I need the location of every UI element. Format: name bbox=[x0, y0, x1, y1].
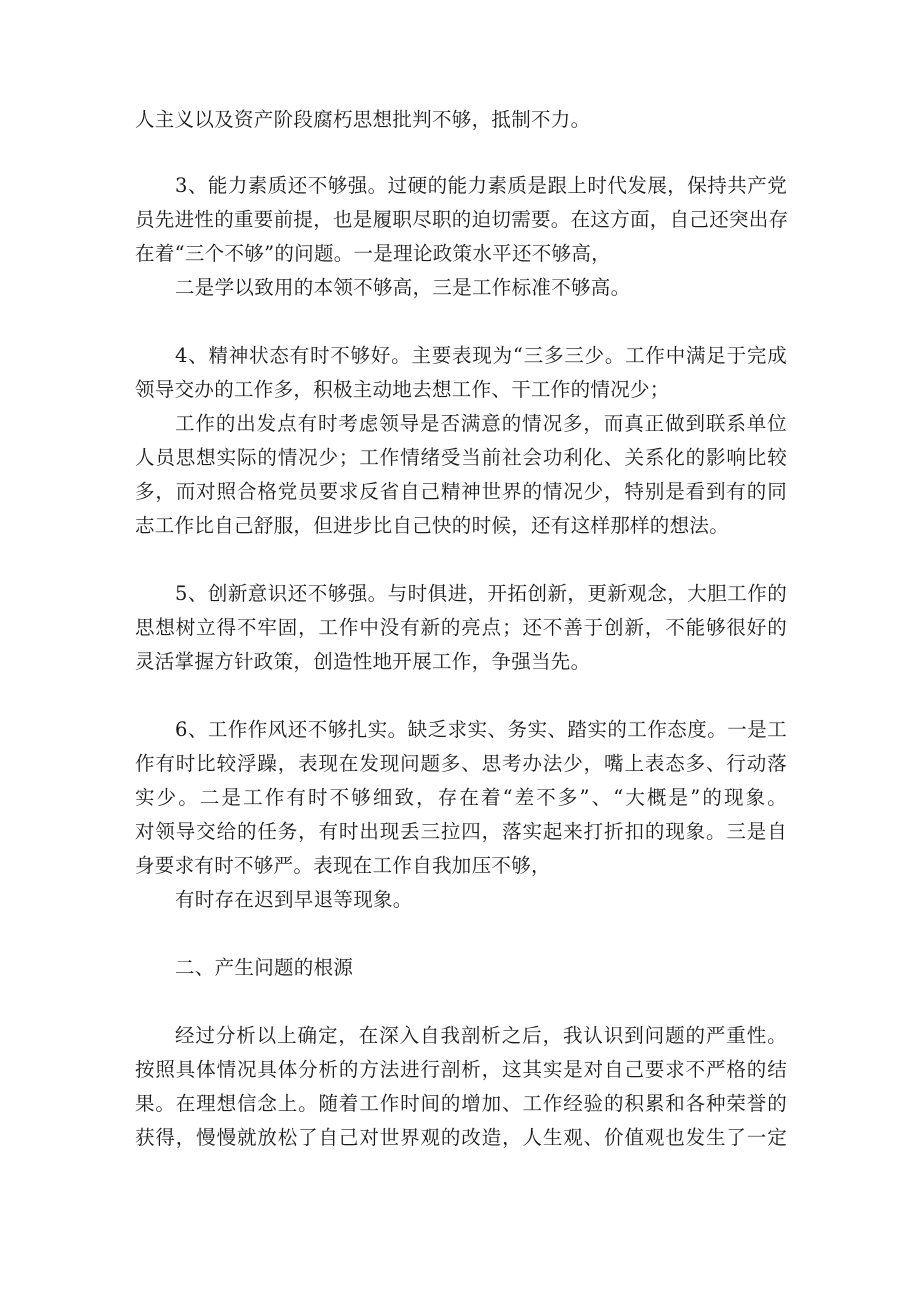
text-line: 实少。二是工作有时不够细致，存在着“差不多”、“大概是”的现象。 bbox=[135, 786, 787, 809]
text-line: 二是学以致用的本领不够高，三是工作标准不够高。 bbox=[175, 276, 631, 299]
text-line: 按照具体情况具体分析的方法进行剖析，这其实是对自己要求不严格的结 bbox=[135, 1058, 787, 1081]
text-line: 志工作比自己舒服，但进步比自己快的时候，还有这样那样的想法。 bbox=[135, 514, 730, 537]
paragraph-4-heading-line: 4、精神状态有时不够好。主要表现为“三多三少。工作中满足于完成 bbox=[175, 344, 787, 367]
text-line: 经过分析以上确定，在深入自我剖析之后，我认识到问题的严重性。 bbox=[175, 1024, 787, 1047]
paragraph-6-heading-line: 6、工作作风还不够扎实。缺乏求实、务实、踏实的工作态度。一是工 bbox=[175, 718, 787, 741]
paragraph-3-heading-line: 3、能力素质还不够强。过硬的能力素质是跟上时代发展，保持共产党 bbox=[175, 174, 787, 197]
text-line: 思想树立得不牢固，工作中没有新的亮点；还不善于创新，不能够很好的 bbox=[135, 616, 787, 639]
text-line: 员先进性的重要前提，也是履职尽职的迫切需要。在这方面，自己还突出存 bbox=[135, 208, 789, 231]
text-line: 对领导交给的任务，有时出现丢三拉四，落实起来打折扣的现象。三是自 bbox=[135, 820, 787, 843]
text-line: 获得，慢慢就放松了自己对世界观的改造，人生观、价值观也发生了一定 bbox=[135, 1126, 787, 1149]
text-line: 有时存在迟到早退等现象。 bbox=[175, 888, 413, 911]
text-line: 多，而对照合格党员要求反省自己精神世界的情况少，特别是看到有的同 bbox=[135, 480, 787, 503]
text-line: 身要求有时不够严。表现在工作自我加压不够， bbox=[135, 854, 551, 877]
text-line: 人员思想实际的情况少；工作情绪受当前社会功利化、关系化的影响比较 bbox=[135, 446, 787, 469]
text-line: 果。在理想信念上。随着工作时间的增加、工作经验的积累和各种荣誉的 bbox=[135, 1092, 787, 1115]
paragraph-5-heading-line: 5、创新意识还不够强。与时俱进，开拓创新，更新观念，大胆工作的 bbox=[175, 582, 787, 605]
section-heading: 二、产生问题的根源 bbox=[175, 956, 354, 979]
text-line: 人主义以及资产阶段腐朽思想批判不够，抵制不力。 bbox=[135, 108, 591, 131]
text-line: 在着“三个不够”的问题。一是理论政策水平还不够高， bbox=[135, 242, 611, 265]
text-line: 作有时比较浮躁，表现在发现问题多、思考办法少，嘴上表态多、行动落 bbox=[135, 752, 787, 775]
text-line: 工作的出发点有时考虑领导是否满意的情况多，而真正做到联系单位 bbox=[175, 412, 787, 435]
text-line: 领导交办的工作多，积极主动地去想工作、干工作的情况少； bbox=[135, 378, 670, 401]
text-line: 灵活掌握方针政策，创造性地开展工作，争强当先。 bbox=[135, 650, 591, 673]
